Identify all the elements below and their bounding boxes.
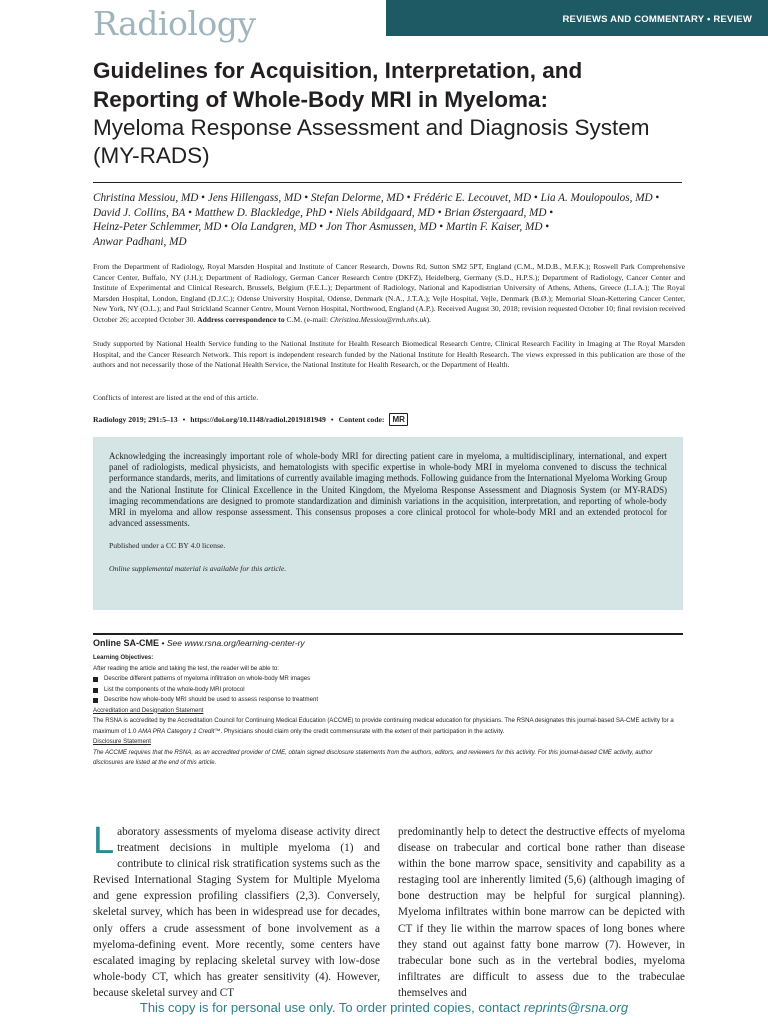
body-column-right: predominantly help to detect the destructive effects of myeloma disease on trabecular and cortical bone rather than disease within the bone marrow space, sensitivity and capability as a restaging tool are inherently limited (5,6) (although imaging of bone destruction may be helpful for surgical planning). Myeloma infiltrates within bone marrow can be depicted with CT if they lie within the marrow spaces of long bones where they stand out against fatty bone marrow (7). However, in trabecular bone such as in the vertebral bodies, myeloma infiltrates are difficult to assess due to the trabeculae themselves and [398,826,685,999]
cme-rule [93,633,683,635]
author: Stefan Delorme, MD [310,192,404,204]
author: Lia A. Moulopoulos, MD [540,192,653,204]
disclosure-text-2: disclosures are listed at the end of this article. [93,759,217,766]
content-code-label: Content code: [338,415,385,424]
accreditation-text-2: maximum of 1.0 AMA PRA Category 1 Credit™. Physicians should claim only the credit commensurate with the extent of their participation in the activity. [93,727,505,735]
author: Martin F. Kaiser, MD [445,221,543,234]
objectives-intro: After reading the article and taking the test, the reader will be able to: [93,664,279,672]
bullet-square-icon [93,677,98,682]
author: Ola Landgren, MD [230,221,317,234]
journal-name: Radiology [93,4,256,43]
author: Anwar Padhani, MD [93,236,187,249]
abstract-box [93,437,683,610]
objective-item: Describe how whole-body MRI should be used to assess response to treatment [93,695,683,706]
author: Niels Abildgaard, MD [335,206,435,219]
doi-link[interactable]: https://doi.org/10.1148/radiol.2019181949 [190,415,326,424]
author: David J. Collins, BA [93,206,186,219]
cme-section [93,638,683,769]
author: Jon Thor Asmussen, MD [326,221,437,234]
cme-link[interactable]: • See www.rsna.org/learning-center-ry [161,638,305,648]
section-label: REVIEWS AND COMMENTARY • REVIEW [386,0,768,36]
objective-item: List the components of the whole-body MRI protocol [93,685,683,696]
accreditation-label: Accreditation and Designation Statement [93,706,204,714]
disclosure-text: The ACCME requires that the RSNA, as an accredited provider of CME, obtain signed disclosure statements from the authors, editors, and reviewers for this activity. For this journal-based CME activity, author [93,748,653,756]
objective-item: Describe different patterns of myeloma infiltration on whole-body MR images [93,674,683,685]
drop-cap: L [93,820,115,862]
bullet-square-icon [93,688,98,693]
objectives-label: Learning Objectives: [93,654,154,661]
correspondence-email[interactable]: Christina.Messiou@rmh.nhs.uk [329,314,427,324]
author: Frédéric E. Lecouvet, MD [413,192,532,204]
affiliations: From the Department of Radiology, Royal Marsden Hospital and Institute of Cancer Research, Downs Rd, Sutton SM2 5PT, England (C.M., M.D.B., M.F.K.); Roswell Park Comprehensive Cancer Center, Buffalo, NY (J.H.); Department of Radiology, German Cancer Research Centre (DKFZ), Heidelberg, Germany (S.D., H.P.S.); Department of Radiology, Cancer Center and Institute of Experimental and Clinical Research, Brussels, Belgium (F.E.L.); Department of Radiology, National and Kapodistrian University of Athens, Athens, Greece (L.I.A.); The Royal Marsden Hospital, London, England (D.J.C.); Odense University Hospital, Odense, Denmark (N.A., J.T.A.); Vejle Hospital, Vejle, Denmark (B.Ø.); Memorial Sloan-Kettering Cancer Center, New York, NY (O.L.); and Paul Strickland Scanner Centre, Mount Vernon Hospital, Northwood, England (A.P.). Received August 30, 2018; revision requested October 10; final revision received October 26; accepted October 30. Address correspondence to C.M. (e-mail: Christina.Messiou@rmh.nhs.uk). [93,262,685,324]
title-main: Guidelines for Acquisition, Interpretation, and Reporting of Whole-Body MRI in Myeloma: [93,58,583,112]
content-code-badge: MR [389,413,407,426]
author: Heinz-Peter Schlemmer, MD [93,221,222,234]
supplemental-note: Online supplemental material is available for this article. [109,563,287,573]
article-title [93,56,693,170]
title-rule [93,182,682,183]
author: Jens Hillengass, MD [207,192,302,204]
funding-statement: Study supported by National Health Service funding to the National Institute for Health Research Biomedical Research Centre, Clinical Research Facility in Imaging at The Royal Marsden Hospital, and the Cancer Research Network. This report is independent research funded by the National Institute for Health Research. The views expressed in this publication are those of the authors and not necessarily those of the National Health Service, the National Institute for Health Research, or the Department of Health. [93,339,685,370]
body-text: aboratory assessments of myeloma disease activity direct treatment decisions in multiple myeloma (1) and contribute to clinical risk stratification systems such as the Revised International Staging System for Multiple Myeloma and gene expression profiling classifiers (2,3). Conversely, skeletal survey, which has been in widespread use for decades, only offers a crude assessment of bone involvement as a myeloma-defining event. More recently, some centers have escalated imaging by replacing skeletal survey with low-dose whole-body CT, which has greater sensitivity (4). However, because skeletal survey and CT [93,826,380,999]
citation-line: Radiology 2019; 291:5–13 • https://doi.org/10.1148/radiol.2019181949 • Content code: MR [93,413,408,426]
author-list: Christina Messiou, MD • Jens Hillengass, MD • Stefan Delorme, MD • Frédéric E. Lecouvet, MD • Lia A. Moulopoulos, MD • David J. Collins, BA • Matthew D. Blackledge, PhD • Niels Abildgaard, MD • Brian Østergaard, MD • Heinz-Peter Schlemmer, MD • Ola Landgren, MD • Jon Thor Asmussen, MD • Martin F. Kaiser, MD • Anwar Padhani, MD [93,192,660,249]
accreditation-text: The RSNA is accredited by the Accreditation Council for Continuing Medical Education (ACCME) to provide continuing medical education for physicians. The RSNA designates this journal-based SA-CME activity for a [93,717,674,724]
abstract-text: Acknowledging the increasingly important role of whole-body MRI for directing patient care in myeloma, a multidisciplinary, international, and expert panel of radiologists, medical physicists, and hematologists with specific expertise in whole-body MRI in myeloma convened to discuss the technical performance standards, merits, and limitations of currently available imaging methods. Following guidance from the International Myeloma Working Group and the National Institute for Clinical Excellence in the United Kingdom, the Myeloma Response Assessment and Diagnosis System (or MY-RADS) imaging recommendations are designed to promote standardization and diminish variations in the acquisition, interpretation, and reporting of whole-body MRI in myeloma and allow response assessment. This consensus proposes a core clinical protocol for whole-body MRI and an extended protocol for advanced assessments. [109,451,667,529]
conflicts-statement: Conflicts of interest are listed at the end of this article. [93,393,259,402]
author: Brian Østergaard, MD [444,206,547,219]
title-subtitle: Myeloma Response Assessment and Diagnosis System (MY-RADS) [93,115,650,168]
disclosure-label: Disclosure Statement [93,738,151,745]
author: Christina Messiou, MD [93,192,199,204]
body-column-left [93,820,380,1001]
footer-notice: This copy is for personal use only. To order printed copies, contact reprints@rsna.org [139,1000,629,1015]
reprints-email[interactable]: reprints@rsna.org [523,1000,629,1015]
license-note: Published under a CC BY 4.0 license. [109,541,226,551]
author: Matthew D. Blackledge, PhD [194,206,327,219]
cme-heading: Online SA-CME • See www.rsna.org/learning-center-ry [93,638,305,648]
bullet-square-icon [93,698,98,703]
citation-ref: Radiology 2019; 291:5–13 [93,415,178,424]
